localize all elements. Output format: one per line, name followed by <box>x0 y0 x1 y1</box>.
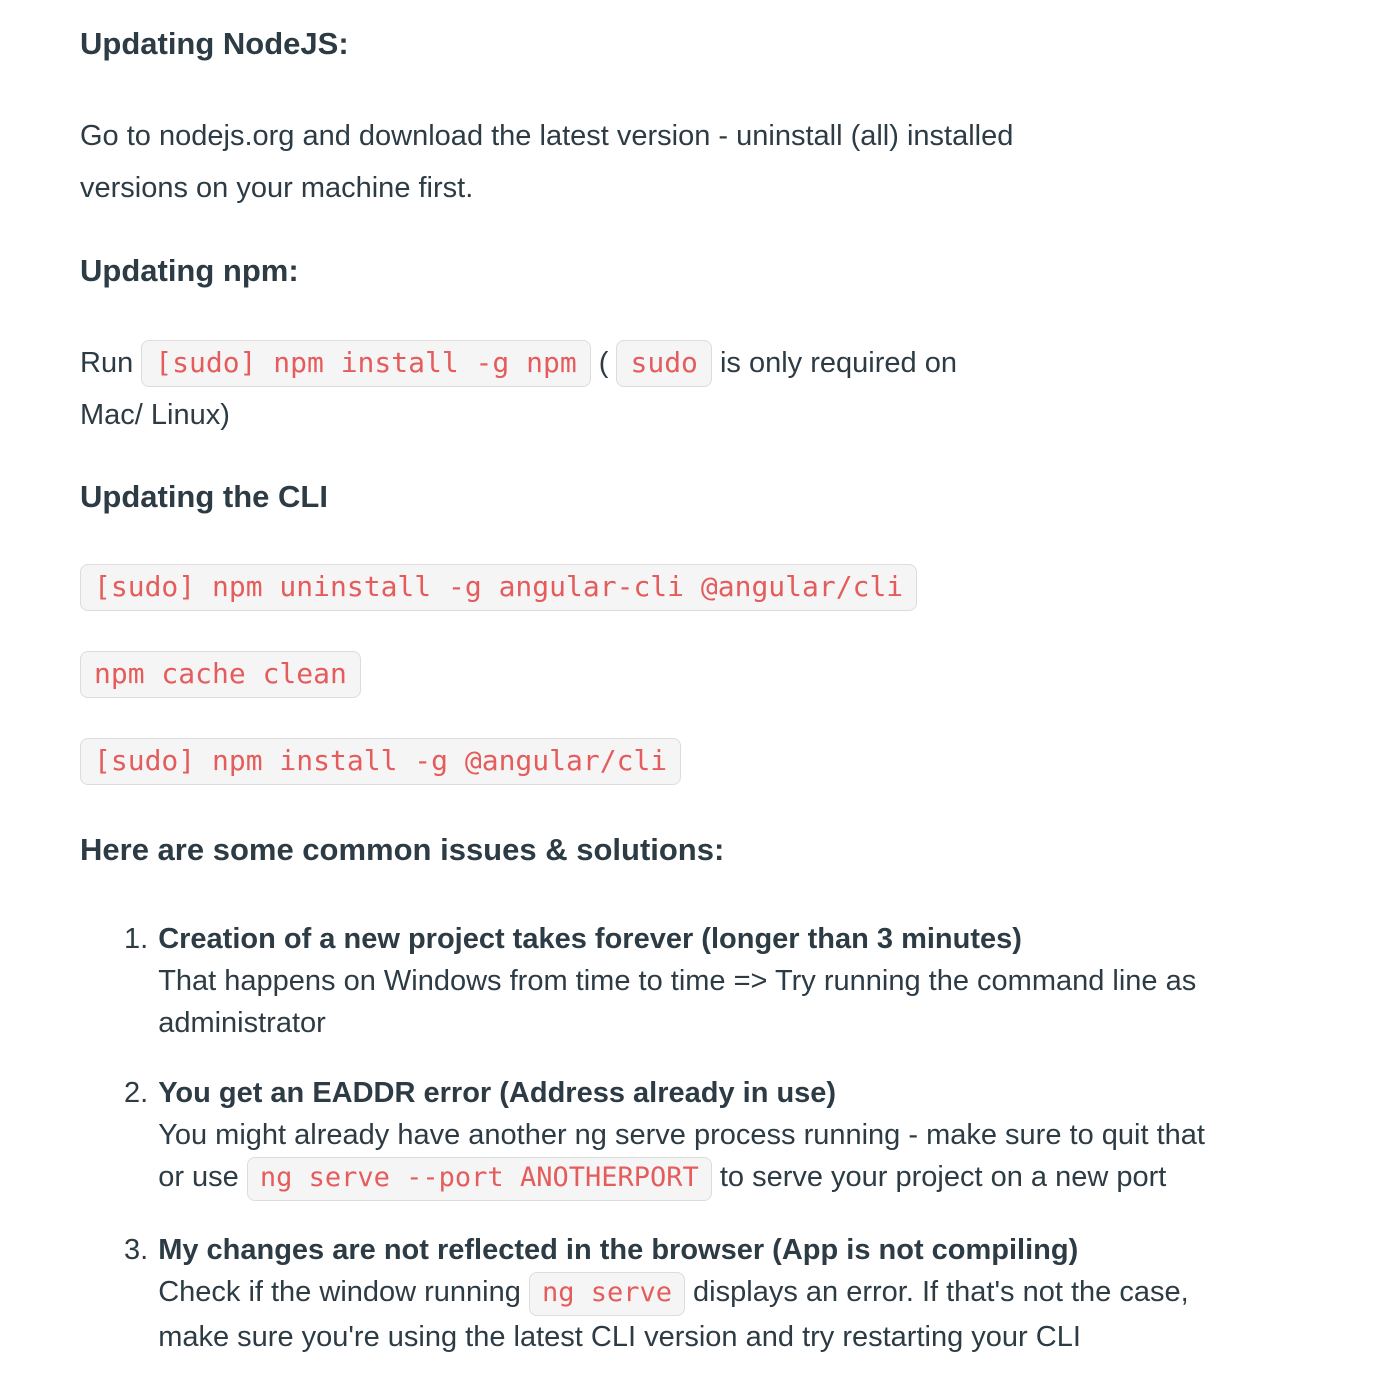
issue-1-title: Creation of a new project takes forever (longer than 3 minutes) <box>158 922 1022 955</box>
issue-3-title: My changes are not reflected in the browser (App is not compiling) <box>158 1233 1079 1266</box>
npm-suffix-line1: is only required on <box>711 346 957 379</box>
paragraph-nodejs-line1: Go to nodejs.org and download the latest version - uninstall (all) installed <box>80 120 1014 153</box>
cli-command-install-line <box>80 738 1380 785</box>
issue-3-text-line1-after: displays an error. If that's not the case, <box>685 1275 1189 1308</box>
code-ng-serve-port: ng serve --port ANOTHERPORT <box>247 1157 712 1201</box>
list-item-issue-2 <box>80 1072 1380 1201</box>
heading-updating-npm: Updating npm: <box>80 252 299 288</box>
paragraph-nodejs-line2: versions on your machine first. <box>80 172 474 205</box>
code-npm-install-cli: [sudo] npm install -g @angular/cli <box>80 738 681 785</box>
issue-1-text-line1: That happens on Windows from time to time => Try running the command line as <box>158 964 1197 997</box>
cli-command-cache-line <box>80 651 1380 698</box>
code-npm-cache-clean: npm cache clean <box>80 651 361 698</box>
issue-1-body <box>158 918 1380 1044</box>
heading-common-issues: Here are some common issues & solutions: <box>80 831 725 867</box>
issue-1-number: 1. <box>124 922 149 955</box>
npm-paren-open: ( <box>590 346 617 379</box>
issue-2-body <box>158 1072 1380 1201</box>
npm-suffix-line2: Mac/ Linux) <box>80 399 230 432</box>
issues-list <box>80 918 1380 1358</box>
code-npm-uninstall-cli: [sudo] npm uninstall -g angular-cli @angular/cli <box>80 564 917 611</box>
issue-3-text-line2: make sure you're using the latest CLI version and try restarting your CLI <box>158 1320 1081 1353</box>
code-sudo: sudo <box>616 340 711 387</box>
heading-updating-cli: Updating the CLI <box>80 479 328 515</box>
npm-run-prefix: Run <box>80 346 142 379</box>
code-ng-serve: ng serve <box>529 1272 685 1316</box>
issue-2-text-line1: You might already have another ng serve process running - make sure to quit that <box>158 1119 1205 1152</box>
issue-2-text-line2-after: to serve your project on a new port <box>711 1161 1167 1194</box>
issue-3-text-line1-before: Check if the window running <box>158 1275 529 1308</box>
list-item-issue-3 <box>80 1229 1380 1358</box>
issue-2-title: You get an EADDR error (Address already in use) <box>158 1077 837 1110</box>
paragraph-npm <box>80 337 1380 441</box>
paragraph-nodejs <box>80 110 1380 214</box>
list-item-issue-1 <box>80 918 1380 1044</box>
issue-3-number: 3. <box>124 1233 149 1266</box>
issue-2-text-line2-before: or use <box>158 1161 247 1194</box>
issue-2-number: 2. <box>124 1077 149 1110</box>
cli-command-uninstall-line <box>80 564 1380 611</box>
code-npm-install: [sudo] npm install -g npm <box>141 340 590 387</box>
issue-1-text-line2: administrator <box>158 1007 326 1040</box>
heading-updating-nodejs: Updating NodeJS: <box>80 26 349 61</box>
issue-3-body <box>158 1229 1380 1358</box>
